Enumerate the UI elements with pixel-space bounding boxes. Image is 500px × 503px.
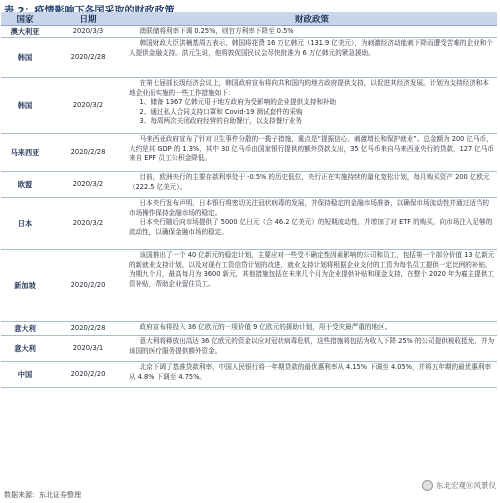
date-cell: 2020/3/3	[49, 26, 127, 38]
policy-paragraph: 2、通过私人合同支持口罩和 Covid-19 测试套件的采购	[139, 107, 303, 116]
table-row	[1, 198, 497, 250]
date-cell: 2020/3/2	[49, 198, 127, 250]
policy-paragraph: 3、每周两次关闭政府经营的自助餐厅，以支持餐厅业务	[139, 117, 302, 126]
policy-cell	[127, 336, 497, 362]
policy-cell	[127, 198, 497, 250]
table-row	[1, 172, 497, 198]
date-cell: 2020/2/20	[49, 250, 127, 322]
policy-paragraph: 1、储备 1367 亿韩元用于地方政府为受影响的企业提供支持和补助	[139, 98, 337, 107]
watermark	[422, 480, 496, 491]
header-date: 日期	[49, 12, 127, 26]
policy-paragraph: 澳联储将利率下调 0.25%，则官方利率下降至 0.5%	[139, 27, 294, 35]
watermark-text: 东北宏观Ⓡ风景仪	[436, 481, 496, 490]
country-cell: 日本	[1, 198, 49, 250]
country-cell: 意大利	[1, 322, 49, 336]
policy-paragraph: 目前，欧洲央行的主要存款利率处于 -0.5% 的历史低位，央行正在实施持续的量化宽松计划，每月购买资产 200 亿欧元（222.5 亿美元）。	[129, 173, 490, 191]
policy-cell	[127, 250, 497, 322]
policy-cell	[127, 134, 497, 172]
table-row	[1, 336, 497, 362]
date-cell: 2020/2/28	[49, 322, 127, 336]
country-cell: 欧盟	[1, 172, 49, 198]
country-cell: 韩国	[1, 38, 49, 78]
policy-paragraph: 政府宣布将投入 36 亿欧元的一项价值 9 亿欧元的援助计划，用于受灾最严重的地区。	[139, 323, 392, 332]
source-note: 数据来源：东北证券整理	[4, 491, 81, 499]
date-cell: 2020/2/20	[49, 362, 127, 388]
policy-table	[1, 12, 497, 388]
header-policy: 财政政策	[127, 12, 497, 26]
date-cell: 2020/3/2	[49, 172, 127, 198]
header-country: 国家	[1, 12, 49, 26]
policy-cell	[127, 38, 497, 78]
date-cell: 2020/2/28	[49, 134, 127, 172]
table-row	[1, 38, 497, 78]
date-cell: 2020/3/2	[49, 78, 127, 134]
country-cell: 韩国	[1, 78, 49, 134]
policy-paragraph: 日本央行随后向市场提供了 5000 亿日元（合 46.2 亿美元）的短期流动性，并增加了对 ETF 的购买，向市场注入足够的流动性，以确保金融市场的稳定。	[129, 218, 493, 236]
policy-cell	[127, 362, 497, 388]
policy-paragraph: 日本央行发布声明，日本银行将密切关注冠状病毒的发展，并保持稳定的金融市场准备，以确保市场流动性并通过适当的市场操作保持金融市场的稳定。	[129, 199, 490, 217]
country-cell: 中国	[1, 362, 49, 388]
policy-cell	[127, 78, 497, 134]
policy-paragraph: 北京下调了基准贷款利率，中国人民银行将一年期贷款的最优惠利率从 4.15% 下调至 4.05%，并将五年期的最优惠利率从 4.8% 下调至 4.75%。	[129, 363, 492, 381]
country-cell: 意大利	[1, 336, 49, 362]
date-cell: 2020/2/28	[49, 38, 127, 78]
country-cell: 马来西亚	[1, 134, 49, 172]
wechat-logo-icon	[422, 480, 433, 491]
table-body	[1, 26, 497, 388]
table-row	[1, 362, 497, 388]
policy-paragraph: 韩国财政大臣洪楠基周五表示，韩国将花费 16 万亿韩元（131.9 亿美元），为刺激经济动能刺下降而遭受苦难的企业和个人提供金融支持。洪元生说，他将敦促国民议会尽快批准为 6 万亿韩元的紧急援助。	[129, 39, 493, 57]
header-row	[1, 12, 497, 26]
country-cell: 澳大利亚	[1, 26, 49, 38]
table-row	[1, 78, 497, 134]
policy-paragraph: 意大利将释放出高达 36 亿欧元的资金以应对冠状病毒危机，这些措施将包括为收入下降 25% 的公司提供税收抵免，并为该国的医疗服务提供额外资金。	[129, 337, 495, 355]
policy-paragraph: 该国推出了一个 40 亿新元的稳定计划，主要应对一些受不确定性因素影响的公司和员工，包括第一个部分价值 13 亿新元的新就业支持计划，以及对现有工资信贷计划的改进，就业支持计划将根据企业支付的工资为每名员工提供一定比例的补贴，为期九个月，最高每月为 3600 新元，其他措施包括在未来几个月为企业提供补贴和现金支持，在整个 2020 年为雇主提供工资补贴，帮助企业留住员工。	[129, 251, 495, 288]
table-row	[1, 26, 497, 38]
table-row	[1, 322, 497, 336]
policy-cell	[127, 172, 497, 198]
date-cell: 2020/3/1	[49, 336, 127, 362]
policy-paragraph: 马来西亚政府宣布了针对卫生事件分散的一揽子措施，重点是“提振信心、刺激增长和保护就业”。总金额为 200 亿马币，大约是其 GDP 的 1.3%，其中 30 亿马币由国家银行提供的额外贷款支出，35 亿马币来自马来西亚央行的贷款，127 亿马币来自 EPF 员工公积金降低。	[129, 135, 495, 163]
policy-cell	[127, 26, 497, 38]
table-row	[1, 134, 497, 172]
policy-cell	[127, 322, 497, 336]
table-row	[1, 250, 497, 322]
country-cell: 新加坡	[1, 250, 49, 322]
policy-paragraph: 在第七届部长级经济会议上，韩国政府宣布将向共和国内的地方政府提供支持，以促进其经济发展。计划为支持经济和本地企业而实施的一些工作措施如下：	[129, 79, 490, 97]
